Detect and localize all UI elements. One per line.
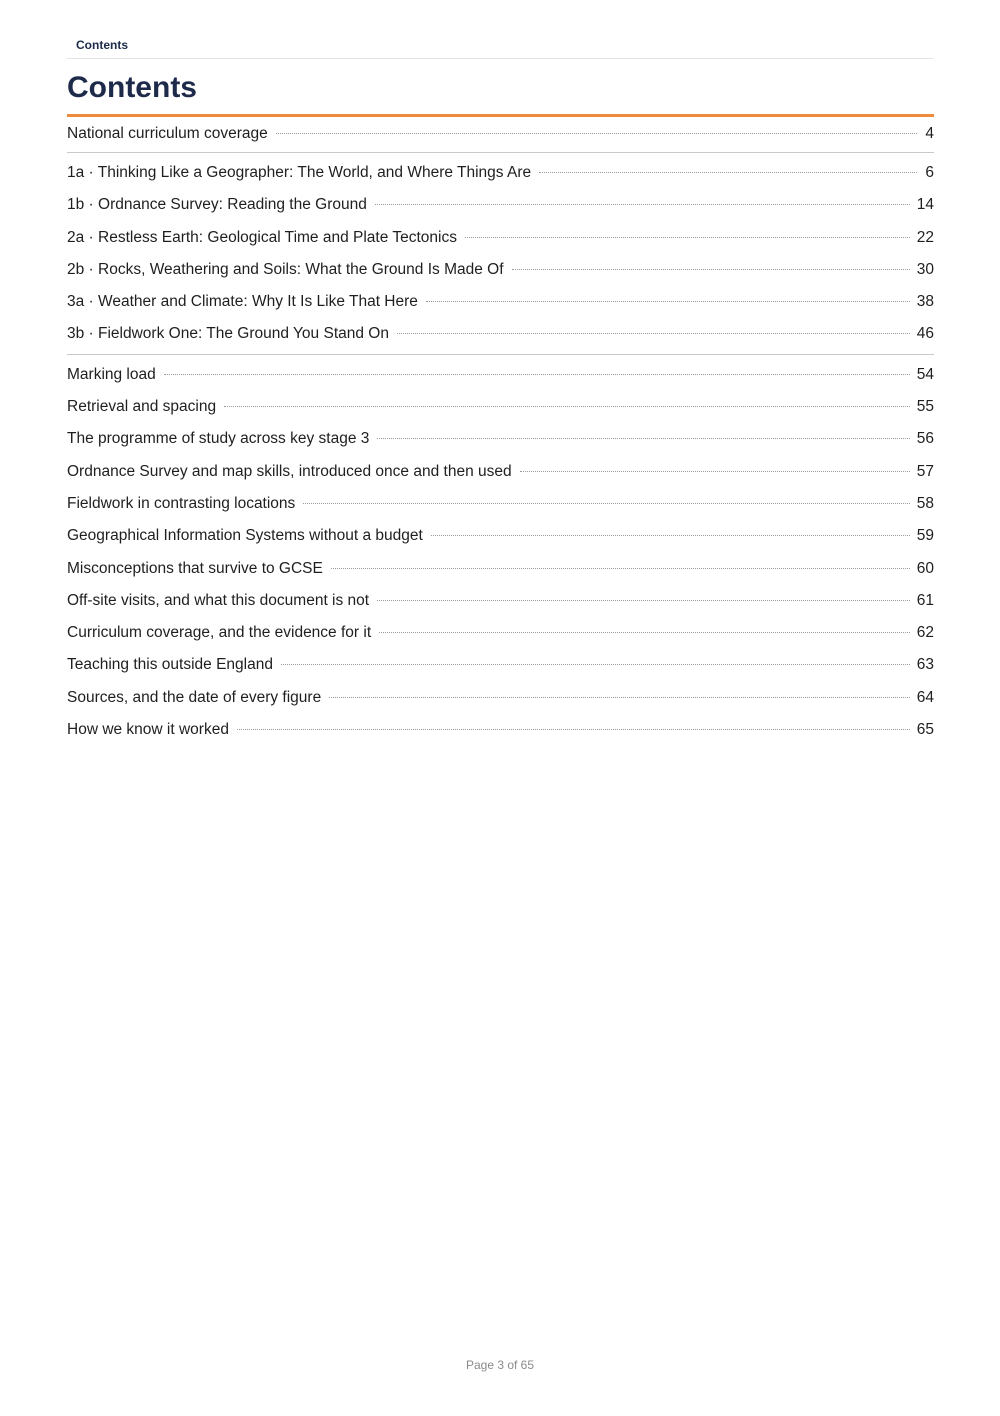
toc-entry[interactable] [67, 222, 934, 254]
toc-entry-title: Off-site visits, and what this document is not [67, 591, 370, 609]
toc-entry-title: National curriculum coverage [67, 125, 268, 142]
toc-entry-title: Geographical Information Systems without a budget [67, 527, 423, 545]
toc-entry-title: 1a · Thinking Like a Geographer: The World, and Where Things Are [67, 164, 532, 181]
toc-entry[interactable] [67, 157, 934, 189]
toc-entry-title: 2a · Restless Earth: Geological Time and Plate Tectonics [67, 228, 457, 246]
toc-entry-title: How we know it worked [67, 721, 229, 739]
toc-entry[interactable] [67, 714, 934, 746]
toc-dot-leader [164, 374, 910, 375]
toc-dot-leader [377, 438, 909, 439]
toc-dot-leader [375, 204, 910, 205]
toc-entry-page: 63 [916, 656, 934, 674]
toc-entry-page: 62 [916, 624, 934, 642]
toc-entry-page: 65 [916, 721, 934, 739]
toc-entry-page: 46 [916, 325, 934, 343]
toc-entry-page: 22 [916, 228, 934, 246]
page-title: Contents [67, 71, 197, 104]
toc-dot-leader [379, 632, 910, 633]
toc-dot-leader [237, 729, 910, 730]
toc-dot-leader [426, 301, 910, 302]
toc-entry-title: Misconceptions that survive to GCSE [67, 559, 323, 577]
toc-entry[interactable] [67, 189, 934, 221]
toc-dot-leader [329, 697, 910, 698]
toc-entry-title: Marking load [67, 365, 156, 383]
toc-entry-title: Sources, and the date of every figure [67, 688, 322, 706]
toc-entry-title: Retrieval and spacing [67, 398, 217, 416]
toc-entry-page: 38 [916, 293, 934, 311]
toc-entry-title: Ordnance Survey and map skills, introduced once and then used [67, 462, 512, 480]
toc-entry-page: 30 [916, 260, 934, 278]
toc-dot-leader [276, 133, 917, 134]
toc-entry-page: 4 [925, 125, 934, 142]
toc-entry-page: 58 [916, 494, 934, 512]
toc-dot-leader [431, 535, 910, 536]
toc-entry-page: 64 [916, 688, 934, 706]
toc-entry-title: Fieldwork in contrasting locations [67, 494, 296, 512]
toc-dot-leader [512, 269, 910, 270]
toc-entry-title: 1b · Ordnance Survey: Reading the Ground [67, 196, 367, 214]
toc-entry-page: 14 [916, 196, 934, 214]
toc-entry[interactable] [67, 456, 934, 488]
toc-dot-leader [281, 664, 910, 665]
toc-entry-page: 60 [916, 559, 934, 577]
running-header: Contents [76, 38, 128, 52]
toc-dot-leader [224, 406, 910, 407]
toc-dot-leader [465, 237, 910, 238]
toc-entry[interactable] [67, 286, 934, 318]
toc-entry[interactable] [67, 520, 934, 552]
toc-entry[interactable] [67, 585, 934, 617]
toc-entry[interactable] [67, 649, 934, 681]
toc-entry[interactable] [67, 423, 934, 455]
toc-dot-leader [331, 568, 910, 569]
toc-dot-leader [303, 503, 909, 504]
toc-group-back-matter [67, 359, 934, 750]
toc-entry-title: 3a · Weather and Climate: Why It Is Like That Here [67, 293, 418, 311]
toc-dot-leader [377, 600, 910, 601]
toc-dot-leader [520, 471, 910, 472]
toc-entry-page: 59 [916, 527, 934, 545]
page-number-footer: Page 3 of 65 [465, 1358, 535, 1372]
toc-group-units [67, 157, 934, 355]
toc-dot-leader [397, 333, 910, 334]
header-divider [67, 58, 933, 59]
toc-entry[interactable] [67, 617, 934, 649]
toc-entry-page: 54 [916, 365, 934, 383]
table-of-contents [67, 118, 934, 753]
toc-entry-title: The programme of study across key stage 3 [67, 430, 370, 448]
toc-entry-page: 57 [916, 462, 934, 480]
toc-dot-leader [539, 172, 917, 173]
toc-entry[interactable] [67, 318, 934, 350]
toc-entry[interactable] [67, 359, 934, 391]
toc-entry-title: Teaching this outside England [67, 656, 273, 674]
toc-entry-title: 2b · Rocks, Weathering and Soils: What the Ground Is Made Of [67, 260, 504, 278]
toc-entry-page: 56 [916, 430, 934, 448]
toc-entry-title: 3b · Fieldwork One: The Ground You Stand On [67, 325, 389, 343]
toc-group-front-matter [67, 118, 934, 153]
toc-entry[interactable] [67, 118, 934, 149]
toc-entry-title: Curriculum coverage, and the evidence for it [67, 624, 372, 642]
toc-entry-page: 6 [925, 164, 934, 181]
toc-entry[interactable] [67, 254, 934, 286]
toc-entry[interactable] [67, 391, 934, 423]
toc-entry[interactable] [67, 553, 934, 585]
toc-entry[interactable] [67, 488, 934, 520]
toc-entry-page: 61 [916, 591, 934, 609]
toc-entry[interactable] [67, 682, 934, 714]
toc-entry-page: 55 [916, 398, 934, 416]
title-accent-rule [67, 114, 934, 117]
